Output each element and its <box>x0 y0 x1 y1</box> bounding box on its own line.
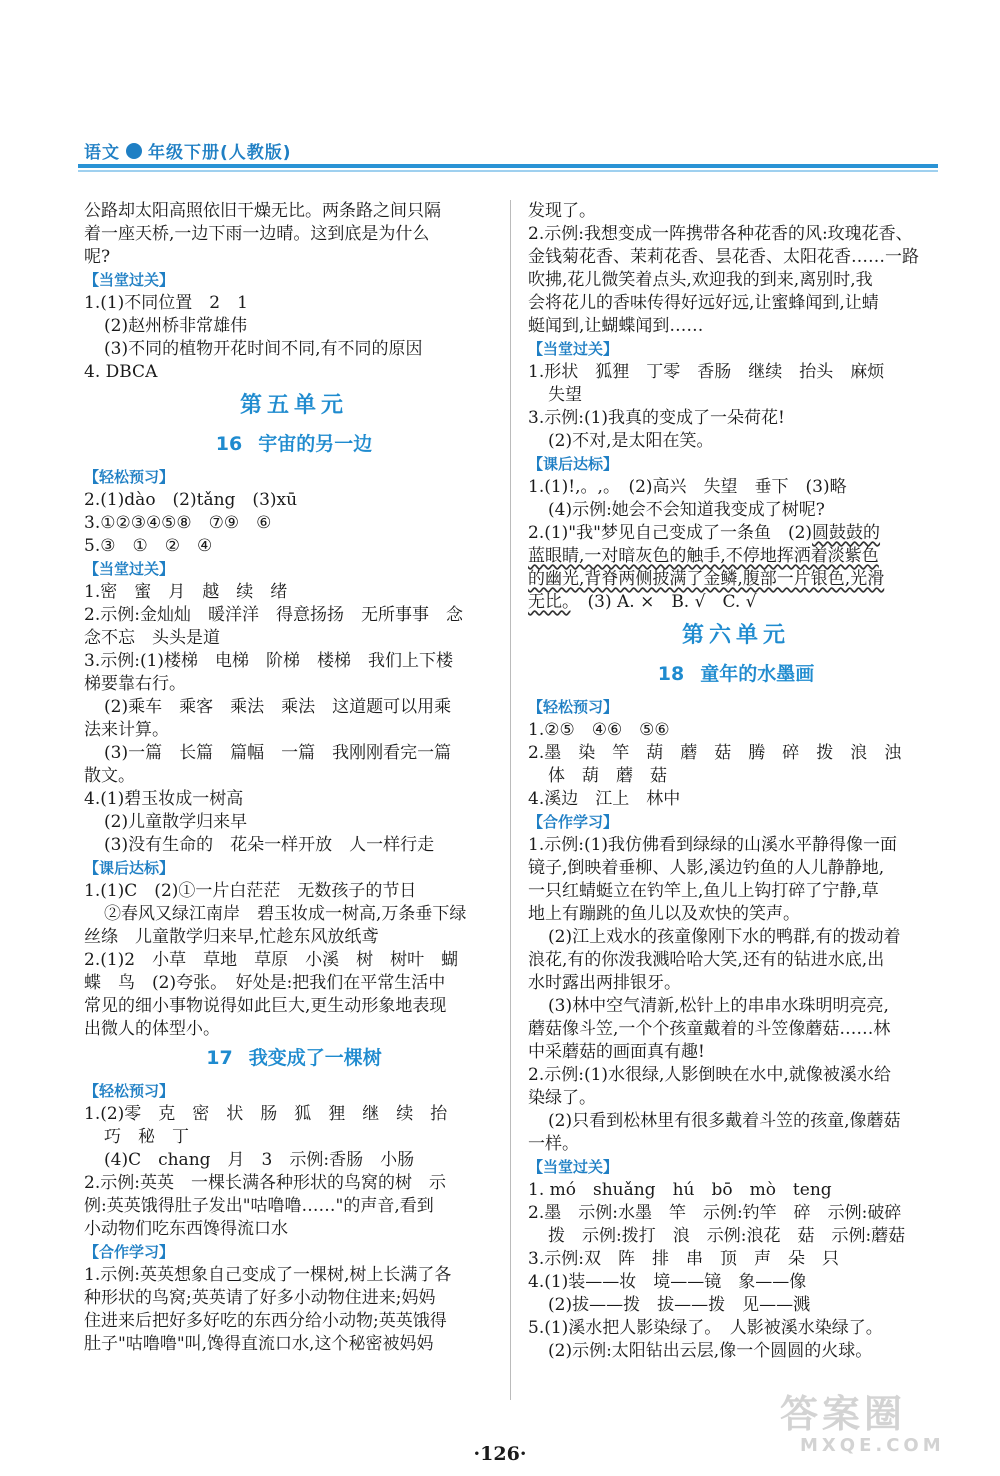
answer-text: (3) A. × B. √ C. √ <box>570 592 757 612</box>
answer-line: 3.示例:(1)楼梯 电梯 阶梯 楼梯 我们上下楼 <box>84 651 454 671</box>
lesson-name: 我变成了一棵树 <box>248 1047 382 1069</box>
answer-line: (4)示例:她会不会知道我变成了树呢? <box>548 500 825 520</box>
unit-title: 第六单元 <box>681 623 790 648</box>
answer-line: 2.示例:英英 一棵长满各种形状的鸟窝的树 示 <box>84 1173 446 1193</box>
section-heading: 【课后达标】 <box>84 859 175 877</box>
answer-line: 3.①②③④⑤⑧ ⑦⑨ ⑥ <box>84 513 272 533</box>
section-heading-row <box>528 1156 944 1179</box>
lesson-number: 18 <box>657 663 685 685</box>
header-rule-thin <box>78 170 938 172</box>
answer-line: 镜子,倒映着垂柳、人影,溪边钓鱼的人儿静静地, <box>528 858 885 878</box>
answer-line: 吹拂,花儿微笑着点头,欢迎我的到来,离别时,我 <box>528 270 873 290</box>
answer-text: 2.(1)"我"梦见自己变成了一条鱼 (2) <box>528 523 813 543</box>
answer-line: (4)C chang 月 3 示例:香肠 小肠 <box>104 1150 415 1170</box>
answer-line: 1.②⑤ ④⑥ ⑤⑥ <box>528 720 670 740</box>
answer-line: (2)拔——拨 拔——拨 见——溅 <box>548 1295 811 1315</box>
lesson-name: 童年的水墨画 <box>700 663 815 685</box>
answer-line: 1.(2)零 克 密 状 肠 狐 狸 继 续 抬 <box>84 1104 448 1124</box>
answer-line: 1.(1)不同位置 2 1 <box>84 293 248 313</box>
answer-line: (2)只看到松林里有很多戴着斗笠的孩童,像蘑菇 <box>548 1111 901 1131</box>
answer-line <box>528 545 944 568</box>
answer-line: 2.(1)2 小草 草地 草原 小溪 树 树叶 蝴 <box>84 950 459 970</box>
answer-line: 1.示例:英英想象自己变成了一棵树,树上长满了各 <box>84 1265 452 1285</box>
section-heading: 【合作学习】 <box>84 1243 175 1261</box>
answer-line: 水时露出两排银牙。 <box>528 973 681 993</box>
answer-line: 4.(1)碧玉妆成一树高 <box>84 789 244 809</box>
answer-line: (2)赵州桥非常雄伟 <box>104 316 248 336</box>
section-heading-row <box>528 696 944 719</box>
answer-line: ②春风又绿江南岸 碧玉妆成一树高,万条垂下绿 <box>104 904 467 924</box>
answer-line: 散文。 <box>84 766 135 786</box>
answer-line: 巧 秘 丁 <box>104 1127 189 1147</box>
watermark-logo <box>780 1392 990 1468</box>
answer-line <box>528 591 944 614</box>
answer-line: 地上有蹦跳的鱼儿以及欢快的笑声。 <box>528 904 800 924</box>
answer-line: 金钱菊花香、茉莉花香、昙花香、太阳花香……一路 <box>528 247 919 267</box>
section-heading-row <box>84 269 504 292</box>
page-header <box>78 128 938 188</box>
answer-line: 着一座天桥,一边下雨一边晴。这到底是为什么 <box>84 224 430 244</box>
unit-title: 第五单元 <box>239 393 348 418</box>
answer-line: 5.③ ① ② ④ <box>84 536 213 556</box>
section-heading-row <box>84 857 504 880</box>
lesson-number: 17 <box>206 1047 233 1069</box>
answer-line: (2)儿童散学归来早 <box>104 812 248 832</box>
grade-dot-icon <box>126 143 142 159</box>
answer-line: (2)不对,是太阳在笑。 <box>548 431 714 451</box>
lesson-title <box>528 663 944 686</box>
answer-line: 常见的细小事物说得如此巨大,更生动形象地表现 <box>84 996 447 1016</box>
answer-line: 小动物们吃东西馋得流口水 <box>84 1219 288 1239</box>
answer-line: 呢? <box>84 247 111 267</box>
section-heading-row <box>84 1241 504 1264</box>
answer-line: 例:英英饿得肚子发出"咕噜噜……"的声音,看到 <box>84 1196 434 1216</box>
answer-line: 种形状的鸟窝;英英请了好多小动物住进来;妈妈 <box>84 1288 436 1308</box>
answer-line: 2.示例:金灿灿 暖洋洋 得意扬扬 无所事事 念 <box>84 605 463 625</box>
section-heading: 【当堂过关】 <box>84 560 175 578</box>
section-heading-row <box>528 811 944 834</box>
answer-line: 蜓闻到,让蝴蝶闻到…… <box>528 316 704 336</box>
section-heading: 【轻松预习】 <box>528 698 619 716</box>
right-column <box>528 200 944 1363</box>
answer-line: 失望 <box>548 385 582 405</box>
answer-line: 3.示例:双 阵 排 串 顶 声 朵 只 <box>528 1249 839 1269</box>
answer-line: 4.溪边 江上 林中 <box>528 789 681 809</box>
header-subject: 语文 <box>84 143 120 163</box>
answer-line: (2)乘车 乘客 乘法 乘法 这道题可以用乘 <box>104 697 452 717</box>
answer-line: 体 葫 蘑 菇 <box>548 766 667 786</box>
answer-line: 2.(1)dào (2)tǎng (3)xū <box>84 490 298 510</box>
underlined-text: 的幽光,背脊两侧披满了金鳞,腹部一片银色,光滑 <box>528 569 885 589</box>
section-heading-row <box>528 338 944 361</box>
answer-line: 4. DBCA <box>84 362 158 382</box>
lesson-title <box>84 1047 504 1070</box>
answer-line: 蝶 鸟 (2)夸张。 好处是:把我们在平常生活中 <box>84 973 446 993</box>
section-heading-row <box>84 466 504 489</box>
answer-line: 1.(1)C (2)①一片白茫茫 无数孩子的节日 <box>84 881 417 901</box>
lesson-number: 16 <box>215 433 243 455</box>
answer-line: (2)示例:太阳钻出云层,像一个圆圆的火球。 <box>548 1341 873 1361</box>
answer-line: 梯要靠右行。 <box>84 674 186 694</box>
answer-line: 2.墨 染 竿 葫 蘑 菇 腾 碎 拨 浪 浊 <box>528 743 902 763</box>
section-heading: 【当堂过关】 <box>528 1158 619 1176</box>
section-heading-row <box>84 558 504 581</box>
answer-line: 法来计算。 <box>84 720 169 740</box>
section-heading-row <box>528 453 944 476</box>
answer-line: 1.(1)!,。,。 (2)高兴 失望 垂下 (3)略 <box>528 477 847 497</box>
page-number: ·126· <box>473 1443 527 1465</box>
answer-line: 4.(1)装——妆 境——镜 象——像 <box>528 1272 807 1292</box>
lesson-title <box>84 433 504 456</box>
underlined-text: 蓝眼睛,一对暗灰色的触手,不停地挥洒着淡紫色 <box>528 546 879 566</box>
answer-line: 5.(1)溪水把人影染绿了。 人影被溪水染绿了。 <box>528 1318 883 1338</box>
answer-line: 会将花儿的香味传得好远好远,让蜜蜂闻到,让蜻 <box>528 293 879 313</box>
section-heading: 【当堂过关】 <box>528 340 619 358</box>
header-rule <box>78 164 938 168</box>
answer-line: 染绿了。 <box>528 1088 596 1108</box>
answer-line: 肚子"咕噜噜"叫,馋得直流口水,这个秘密被妈妈 <box>84 1334 434 1354</box>
answer-line: 1.密 蜜 月 越 续 绪 <box>84 582 288 602</box>
answer-line: 住进来后把好多好吃的东西分给小动物;英英饿得 <box>84 1311 447 1331</box>
answer-line: (2)江上戏水的孩童像刚下水的鸭群,有的拨动着 <box>548 927 901 947</box>
answer-line: 丝绦 儿童散学归来早,忙趁东风放纸鸢 <box>84 927 379 947</box>
header-grade: 年级下册(人教版) <box>148 143 292 163</box>
answer-line: 念不忘 头头是道 <box>84 628 220 648</box>
answer-line: (3)不同的植物开花时间不同,有不同的原因 <box>104 339 423 359</box>
answer-line: 中采蘑菇的画面真有趣! <box>528 1042 705 1062</box>
column-divider <box>510 200 511 1400</box>
answer-line: (3)一篇 长篇 篇幅 一篇 我刚刚看完一篇 <box>104 743 452 763</box>
watermark-text-url: MXQE.COM <box>800 1435 945 1456</box>
watermark-text-cn: 答案圈 <box>780 1392 907 1436</box>
answer-line: 一只红蜻蜓立在钓竿上,鱼儿上钩打碎了宁静,草 <box>528 881 879 901</box>
answer-line: 2.示例:(1)水很绿,人影倒映在水中,就像被溪水给 <box>528 1065 891 1085</box>
answer-line: (3)没有生命的 花朵一样开放 人一样行走 <box>104 835 435 855</box>
answer-line: 发现了。 <box>528 201 596 221</box>
answer-line: 3.示例:(1)我真的变成了一朵荷花! <box>528 408 785 428</box>
left-column <box>84 200 504 1356</box>
section-heading: 【当堂过关】 <box>84 271 175 289</box>
answer-line: 蘑菇像斗笠,一个个孩童戴着的斗笠像蘑菇……林 <box>528 1019 891 1039</box>
underlined-text: 无比。 <box>528 592 571 612</box>
section-heading: 【轻松预习】 <box>84 468 175 486</box>
answer-line: 浪花,有的你泼我溅哈哈大笑,还有的钻进水底,出 <box>528 950 885 970</box>
answer-line: 拨 示例:拨打 浪 示例:浪花 菇 示例:蘑菇 <box>548 1226 906 1246</box>
answer-line: 一样。 <box>528 1134 579 1154</box>
section-heading: 【合作学习】 <box>528 813 619 831</box>
header-title <box>84 138 292 163</box>
section-heading: 【课后达标】 <box>528 455 619 473</box>
section-heading: 【轻松预习】 <box>84 1082 175 1100</box>
answer-line: 2.示例:我想变成一阵携带各种花香的风:玫瑰花香、 <box>528 224 913 244</box>
answer-line: 出微人的体型小。 <box>84 1019 220 1039</box>
answer-line: 2.墨 示例:水墨 竿 示例:钓竿 碎 示例:破碎 <box>528 1203 902 1223</box>
answer-line: 公路却太阳高照依旧干燥无比。两条路之间只隔 <box>84 201 441 221</box>
underlined-text: 圆鼓鼓的 <box>812 523 881 543</box>
answer-line: 1.形状 狐狸 丁零 香肠 继续 抬头 麻烦 <box>528 362 885 382</box>
lesson-name: 宇宙的另一边 <box>258 433 373 455</box>
answer-line: (3)林中空气清新,松针上的串串水珠明明亮亮, <box>548 996 889 1016</box>
section-heading-row <box>84 1080 504 1103</box>
answer-line <box>528 522 944 545</box>
answer-line <box>528 568 944 591</box>
answer-line: 1. mó shuǎng hú bō mò teng <box>528 1180 832 1200</box>
answer-line: 1.示例:(1)我仿佛看到绿绿的山溪水平静得像一面 <box>528 835 898 855</box>
